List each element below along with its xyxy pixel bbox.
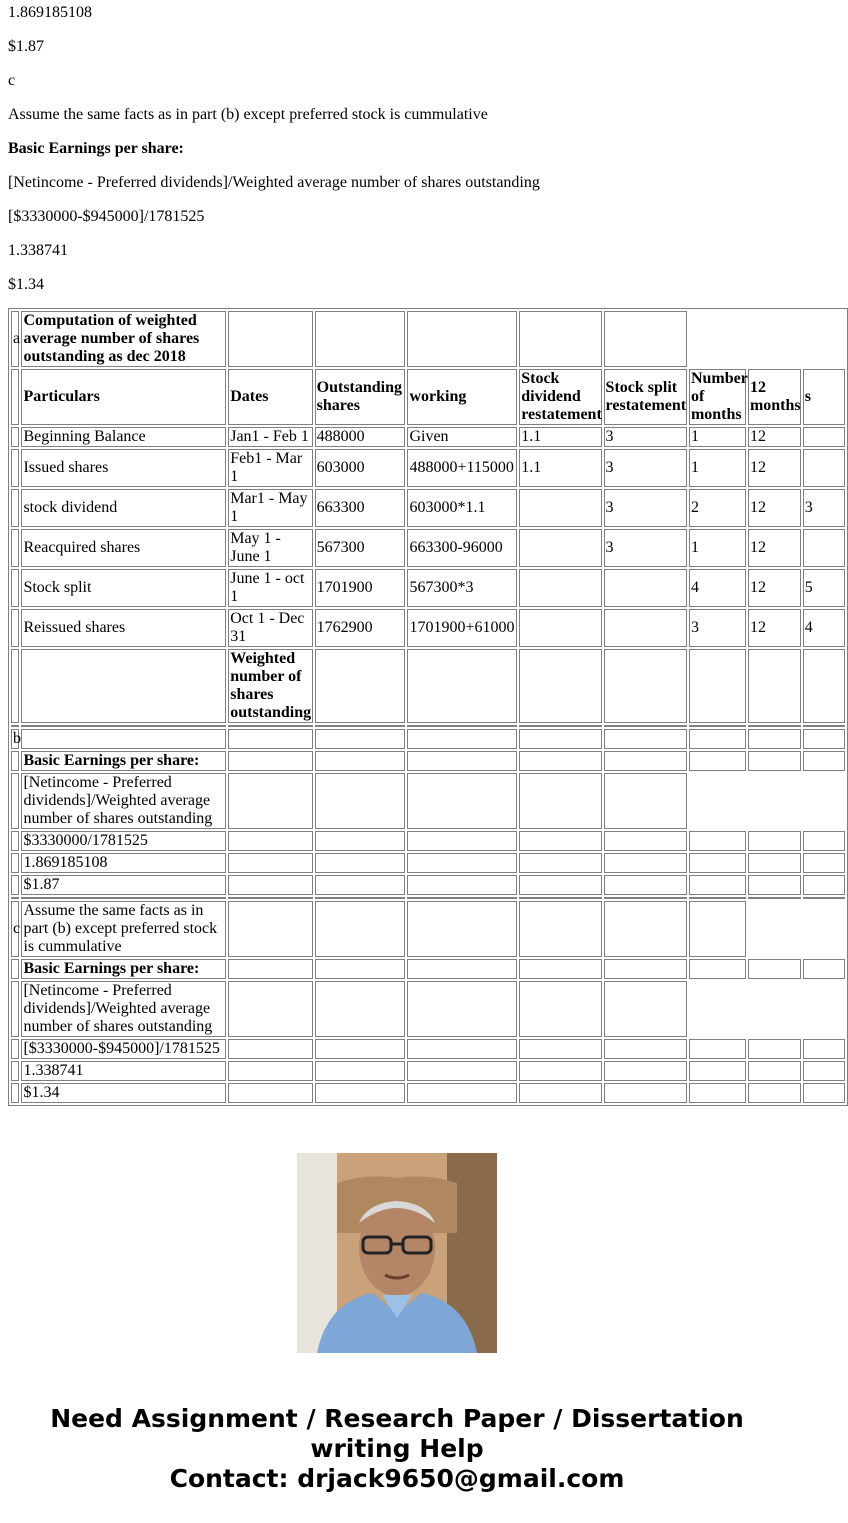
cell-months: 1: [689, 449, 746, 487]
promo-line-1: Need Assignment / Research Paper / Dissertation: [50, 1404, 744, 1433]
cell-dates: Jan1 - Feb 1: [228, 427, 312, 447]
b-formula: [Netincome - Preferred dividends]/Weighted average number of shares outstanding: [21, 773, 226, 829]
intro-line-1: 1.869185108: [8, 4, 92, 21]
intro-line-5: Basic Earnings per share:: [8, 140, 184, 157]
cell-edge: 3: [803, 489, 845, 527]
table-row: [11, 981, 845, 1037]
header-stock-split: Stock split restatement: [604, 369, 687, 425]
intro-line-4: Assume the same facts as in part (b) except preferred stock is cummulative: [8, 106, 488, 123]
table-row: [11, 427, 845, 447]
c-calc: [$3330000-$945000]/1781525: [21, 1039, 226, 1059]
table-row: [11, 901, 845, 957]
header-particulars: Particulars: [21, 369, 226, 425]
b-rounded: $1.87: [21, 875, 226, 895]
cell-split: 3: [604, 489, 687, 527]
cell-shares: 488000: [315, 427, 406, 447]
cell-twelve: 12: [748, 569, 801, 607]
promo-text: [0, 1404, 794, 1494]
cell-dates: Oct 1 - Dec 31: [228, 609, 312, 647]
intro-line-8: 1.338741: [8, 242, 68, 259]
table-row: [11, 773, 845, 829]
table-row: [11, 609, 845, 647]
cell-shares: 1762900: [315, 609, 406, 647]
person-avatar-icon: [297, 1153, 497, 1353]
cell-dates: Feb1 - Mar 1: [228, 449, 312, 487]
cell-dividend: [519, 609, 601, 647]
cell-months: 4: [689, 569, 746, 607]
cell-working: 1701900+61000: [407, 609, 517, 647]
table-row: [11, 1061, 845, 1081]
section-label-a: a: [11, 311, 19, 367]
cell-months: 1: [689, 427, 746, 447]
cell-shares: 603000: [315, 449, 406, 487]
intro-line-3: c: [8, 72, 16, 89]
cell-dividend: 1.1: [519, 427, 601, 447]
cell-particular: Issued shares: [21, 449, 226, 487]
b-basic-eps: Basic Earnings per share:: [21, 751, 226, 771]
c-basic-eps: Basic Earnings per share:: [21, 959, 226, 979]
cell-months: 1: [689, 529, 746, 567]
section-label-b: b: [13, 730, 21, 747]
cell-twelve: 12: [748, 609, 801, 647]
cell-working: 603000*1.1: [407, 489, 517, 527]
header-12-months: 12 months: [748, 369, 801, 425]
table-row: [11, 1083, 845, 1103]
table-row: [11, 751, 845, 771]
table-row: [11, 725, 845, 727]
cell-particular: Reacquired shares: [21, 529, 226, 567]
cell-split: 3: [604, 529, 687, 567]
cell-dates: June 1 - oct 1: [228, 569, 312, 607]
cell-edge: 4: [803, 609, 845, 647]
cell-twelve: 12: [748, 449, 801, 487]
cell-working: 488000+115000: [407, 449, 517, 487]
cell-twelve: 12: [748, 489, 801, 527]
c-result: 1.338741: [21, 1061, 226, 1081]
table-row: [11, 529, 845, 567]
cell-dividend: [519, 529, 601, 567]
promo-contact: Contact: drjack9650@gmail.com: [169, 1464, 625, 1493]
cell-months: 2: [689, 489, 746, 527]
cell-dates: Mar1 - May 1: [228, 489, 312, 527]
header-truncated: s: [803, 369, 845, 425]
cell-edge: 5: [803, 569, 845, 607]
cell-dividend: 1.1: [519, 449, 601, 487]
cell-split: 3: [604, 427, 687, 447]
c-formula: [Netincome - Preferred dividends]/Weighted average number of shares outstanding: [21, 981, 226, 1037]
cell-particular: Beginning Balance: [21, 427, 226, 447]
cell-particular: Stock split: [21, 569, 226, 607]
b-result: 1.869185108: [21, 853, 226, 873]
table-row: [11, 449, 845, 487]
computation-table-wrapper: [8, 308, 813, 1116]
cell-twelve: 12: [748, 427, 801, 447]
intro-line-2: $1.87: [8, 38, 44, 55]
c-rounded: $1.34: [21, 1083, 226, 1103]
profile-photo: [297, 1153, 497, 1353]
intro-line-7: [$3330000-$945000]/1781525: [8, 208, 205, 225]
intro-line-9: $1.34: [8, 276, 44, 293]
table-row: [11, 897, 845, 899]
cell-working: Given: [407, 427, 517, 447]
cell-dates: May 1 - June 1: [228, 529, 312, 567]
header-dates: Dates: [228, 369, 312, 425]
header-number-of-months: Number of months: [690, 370, 748, 423]
computation-table: [8, 308, 848, 1106]
cell-shares: 1701900: [315, 569, 406, 607]
cell-months: 3: [689, 609, 746, 647]
cell-particular: Reissued shares: [21, 609, 226, 647]
cell-twelve: 12: [748, 529, 801, 567]
header-stock-dividend: Stock dividend restatement: [521, 370, 602, 423]
table-row: [11, 729, 845, 749]
cell-shares: 663300: [315, 489, 406, 527]
table-row: [11, 959, 845, 979]
weighted-shares-label: Weighted number of shares outstanding: [230, 650, 312, 721]
cell-dividend: [519, 489, 601, 527]
cell-particular: stock dividend: [21, 489, 226, 527]
table-row: [11, 875, 845, 895]
table-row: [11, 853, 845, 873]
cell-shares: 567300: [315, 529, 406, 567]
cell-split: [604, 609, 687, 647]
cell-dividend: [519, 569, 601, 607]
header-working: working: [407, 369, 517, 425]
table-row: [11, 1039, 845, 1059]
table-row: [11, 489, 845, 527]
table-row: [11, 649, 845, 723]
cell-working: 567300*3: [407, 569, 517, 607]
cell-split: 3: [604, 449, 687, 487]
cell-working: 663300-96000: [407, 529, 517, 567]
cell-split: [604, 569, 687, 607]
c-assume: Assume the same facts as in part (b) except preferred stock is cummulative: [21, 901, 226, 957]
table-header-row: [11, 369, 845, 425]
table-row: [11, 569, 845, 607]
table-row: [11, 311, 845, 367]
section-label-c: c: [11, 901, 19, 957]
b-calc: $3330000/1781525: [21, 831, 226, 851]
promo-line-2: writing Help: [310, 1434, 484, 1463]
table-row: [11, 831, 845, 851]
header-outstanding-shares: Outstanding shares: [315, 369, 406, 425]
intro-line-6: [Netincome - Preferred dividends]/Weighted average number of shares outstanding: [8, 174, 540, 191]
table-title: Computation of weighted average number of shares outstanding as dec 2018: [21, 311, 226, 367]
